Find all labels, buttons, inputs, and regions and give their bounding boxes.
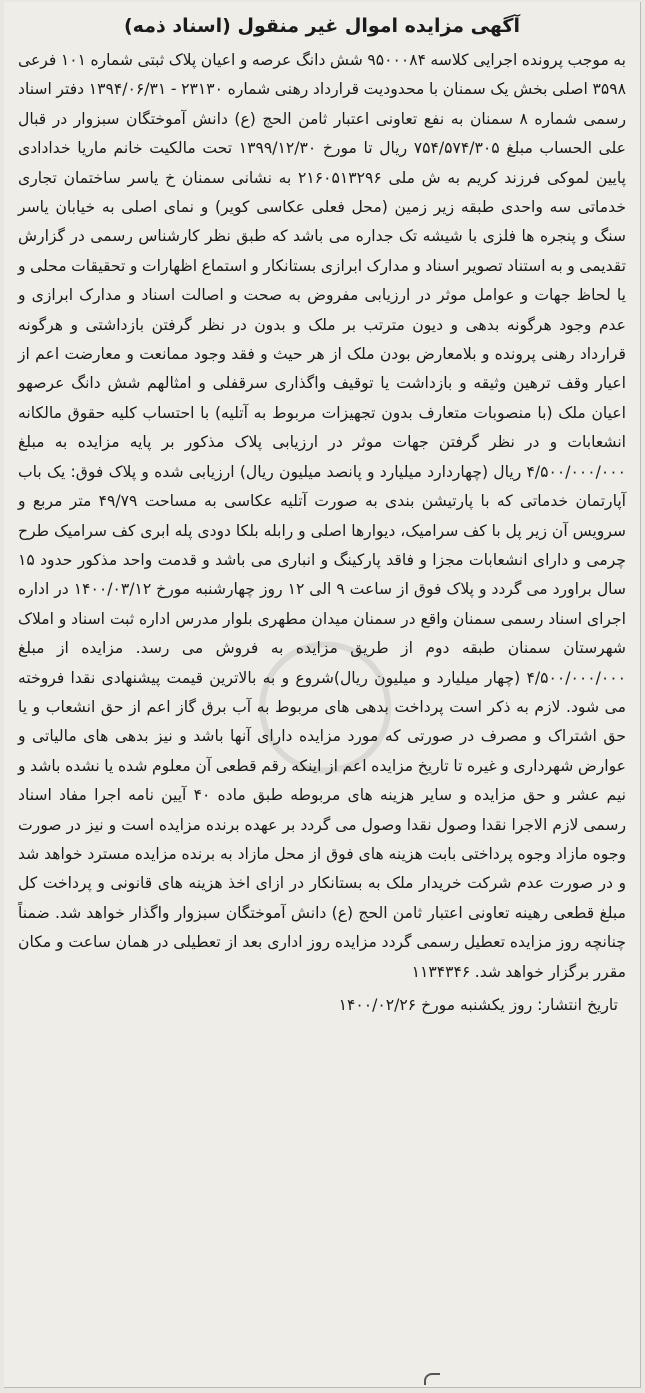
- auction-announcement: [18, 12, 626, 1019]
- newspaper-clipping: [4, 2, 641, 1388]
- publication-date: تاریخ انتشار: روز یکشنبه مورخ ۱۴۰۰/۰۲/۲۶: [338, 996, 618, 1014]
- announcement-title: آگهی مزایده اموال غیر منقول (اسناد ذمه): [123, 15, 520, 37]
- scan-edge-mark: [424, 1373, 440, 1385]
- announcement-body: به موجب پرونده اجرایی کلاسه ۹۵۰۰۰۸۴ شش دانگ عرصه و اعیان پلاک ثبتی شماره ۱۰۱ فرعی ۳۵۹۸ اصلی بخش یک سمنان با محدودیت قرارداد رهنی شماره ۲۳۱۳۰ - ۱۳۹۴/۰۶/۳۱ دفتر اسناد رسمی شماره ۸ سمنان به نفع تعاونی اعتبار ثامن الحج (ع) دانش آموختگان سبزوار در قبال علی الحساب مبلغ ۷۵۴/۵۷۴/۳۰۵ ریال تا مورخ ۱۳۹۹/۱۲/۳۰ تحت مالکیت خانم ماریا خدادادی پایین لموکی فرزند کریم به ش ملی ۲۱۶۰۵۱۳۲۹۶ به نشانی سمنان خ یاسر ساختمان تجاری خدماتی سه واحدی طبقه زیر زمین (محل فعلی عکاسی کویر) و نمای اصلی به خیابان یاسر سنگ و پنجره ها فلزی با شیشه تک جداره می باشد که طبق نظر کارشناس رسمی در گزارش تقدیمی و به استناد تصویر اسناد و مدارک ابرازی بستانکار و استماع اظهارات و تحقیقات محلی و یا لحاظ جهات و عوامل موثر در ارزیابی مفروض به صحت و اصالت اسناد و مدارک ابرازی و عدم وجود هرگونه بدهی و دیون مترتب بر ملک و بدون در نظر گرفتن بازداشتی و هرگونه قرارداد رهنی پرونده و بلامعارض بودن ملک از هر حیث و فقد وجود ممانعت و معارضت اعم از اعیار وقف ترهین وثیقه و بازداشت یا توقیف واگذاری سرقفلی و امثالهم شش دانگ عرصهو اعیان ملک (با منصوبات متعارف بدون تجهیزات مربوط به آتلیه) با احتساب کلیه حقوق مالکانه انشعابات و در نظر گرفتن جهات موثر در ارزیابی پلاک مذکور بر پایه مزایده به مبلغ ۴/۵۰۰/۰۰۰/۰۰۰ ریال (چهاردارد میلیارد و پانصد میلیون ریال) ارزیابی شده و پلاک فوق: یک باب آپارتمان خدماتی که با پارتیشن بندی به صورت آتلیه عکاسی به مساحت ۴۹/۷۹ متر مربع و سرویس آن زیر پل با کف سرامیک، دیوارها اصلی و رابله بلکا دودی پله ابری کف سرامیک طرح چرمی و دارای انشعابات مجزا و فاقد پارکینگ و انباری می باشد و قدمت واحد مذکور حدود ۱۵ سال براورد می گردد و پلاک فوق از ساعت ۹ الی ۱۲ روز چهارشنبه مورخ ۱۴۰۰/۰۳/۱۲ در اداره اجرای اسناد رسمی سمنان واقع در سمنان میدان مطهری بلوار مدرس اداره ثبت اسناد و املاک شهرستان سمنان طبقه دوم از طریق مزایده به فروش می رسد. مزایده از مبلغ ۴/۵۰۰/۰۰۰/۰۰۰ (چهار میلیارد و میلیون ریال)شروع و به بالاترین قیمت پیشنهادی نقدا فروخته می شود. لازم به ذکر است پرداخت بدهی های مربوط به آب برق گاز اعم از حق انشعاب و یا حق اشتراک و مصرف در صورتی که مورد مزایده دارای آنها باشد و نیز بدهی های مالیاتی و عوارض شهرداری و غیره تا تاریخ مزایده اعم از اینکه رقم قطعی آن معلوم شده یا نشده باشد و نیم عشر و حق مزایده و سایر هزینه های مربوطه طبق ماده ۴۰ آیین نامه اجرا مفاد اسناد رسمی لازم الاجرا نقدا وصول نقدا وصول می گردد بر عهده برنده مزایده است و نیز در صورت وجوه مازاد وجوه پرداختی بابت هزینه های فوق از محل مازاد به برنده مزایده مسترد خواهد شد و در صورت عدم شرکت خریدار ملک به بستانکار در ازای اخذ هزینه های قانونی و پرداخت کل مبلغ قطعی رهینه تعاونی اعتبار ثامن الحج (ع) دانش آموختگان سبزوار واگذار خواهد شد. ضمناً چنانچه روز مزایده تعطیل رسمی گردد مزایده روز اداری بعد از تعطیلی در همان ساعت و مکان مقرر برگزار خواهد شد. ۱۱۳۴۳۴۶: [18, 51, 627, 981]
